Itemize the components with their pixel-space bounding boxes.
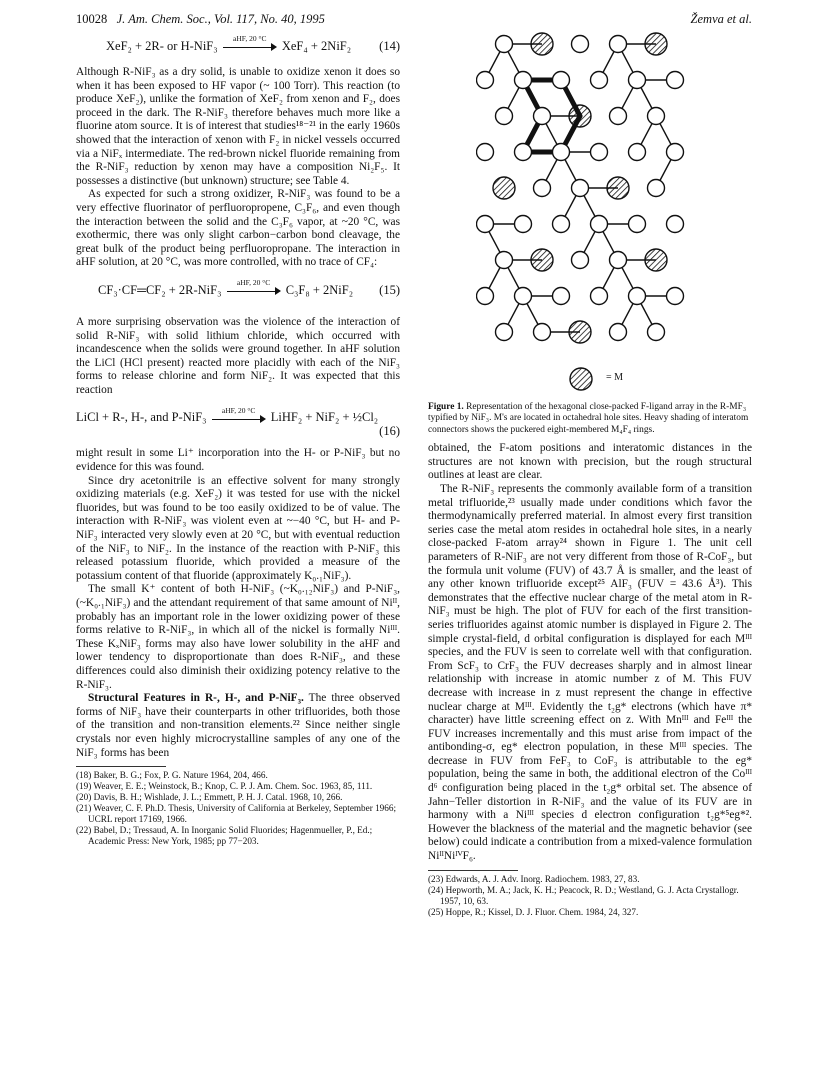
fluorine-atom (648, 180, 665, 197)
paragraph (76, 692, 400, 760)
fluorine-atom (629, 288, 646, 305)
figure-1 (428, 32, 752, 402)
eq16-lhs: LiCl + R-, H-, and P-NiF₃ (76, 410, 207, 425)
fluorine-atom (591, 288, 608, 305)
eq16-condition: aHF, 20 °C (221, 405, 256, 415)
reference: (23) Edwards, A. J. Adv. Inorg. Radiochem. 1983, 27, 83. (428, 873, 640, 884)
metal-atom (645, 249, 667, 271)
page-number: 10028 (76, 12, 108, 26)
legend-metal-icon (570, 368, 592, 390)
paragraph: might result in some Li⁺ incorporation into the H- or P-NiF₃ but no evidence for this was found. (76, 447, 400, 474)
eq14-rhs: XeF₄ + 2NiF₂ (281, 39, 352, 53)
fluorine-atom (496, 252, 513, 269)
fluorine-atom (553, 72, 570, 89)
fluorine-atom (610, 324, 627, 341)
paragraph: The small K⁺ content of both H-NiF₃ (~K₀.₁₂NiF₃) and P-NiF₃, (~K₀.₁NiF₃) and the attendant requirement of that same amount of Niᴵᴵ, probably has an important role in the lower oxidizing power of these forms relative to R-NiF₃, in which all of the nickel is formally Niᴵᴵᴵ. These KₓNiF₃ forms may also have lower solubility in the aHF and lower tendency to disproportionate than does R-NiF₃, and these differences could also diminish their oxidizing potency relative to the R-NiF₃. (76, 583, 400, 691)
fluorine-atom (515, 216, 532, 233)
fluorine-atom (610, 252, 627, 269)
fluorine-atom (648, 324, 665, 341)
fluorine-atom (591, 216, 608, 233)
reference: (25) Hoppe, R.; Kissel, D. J. Fluor. Chem. 1984, 24, 327. (428, 906, 639, 917)
fluorine-atom (553, 216, 570, 233)
fluorine-atom (591, 72, 608, 89)
metal-atom (531, 249, 553, 271)
references-left (76, 770, 400, 847)
reference: (20) Davis, B. H.; Wishlade, J. L.; Emmett, P. H. J. Catal. 1968, 10, 266. (76, 792, 343, 803)
reference: (21) Weaver, C. F. Ph.D. Thesis, University of California at Berkeley, September 1966; UCRL report 17169, 1966. (76, 803, 396, 825)
fluorine-atom (515, 288, 532, 305)
fluorine-atom (629, 216, 646, 233)
metal-atom (493, 177, 515, 199)
paragraph: As expected for such a strong oxidizer, R-NiF₃ was found to be a very effective fluorinator of perfluoropropene, C₃F₆, and even though the interaction between the solid and the C₃F₆ vapor, at ~20 °C, was exothermic, there was only slight carbon−carbon bond cleavage, the great bulk of the product being perfluoropropane. The interaction in aHF solution, at 20 °C, was more controlled, with no trace of CF₄: (76, 188, 400, 269)
running-header (76, 12, 752, 30)
fluorine-atom (477, 72, 494, 89)
metal-atom (531, 33, 553, 55)
eq15-condition: aHF, 20 °C (236, 278, 271, 288)
fluorine-atom (477, 144, 494, 161)
eq14-lhs: XeF₂ + 2R- or H-NiF₃ (106, 39, 218, 53)
fluorine-atom (477, 216, 494, 233)
reference: (24) Hepworth, M. A.; Jack, K. H.; Peacock, R. D.; Westland, G. J. Acta Crystallogr. 1957, 10, 63. (428, 884, 739, 906)
paragraph: Since dry acetonitrile is an effective solvent for many strongly oxidizing materials (e.g. XeF₂) it was tested for use with the nickel fluorides, but was found to be too easily oxidized to be of value. The interaction with R-NiF₃ was violent even at ~−40 °C, but H- and P-NiF₃ interacted very slowly even at 20 °C, but with eventual reduction of the NiF₃ to NiF₂. In the instance of the reaction with P-NiF₃ this released potassium fluoride, which provided a measure of the potassium content of that fluoride (approximately K₀.₁NiF₃). (76, 474, 400, 582)
fluorine-atom (591, 144, 608, 161)
reference: (22) Babel, D.; Tressaud, A. In Inorganic Solid Fluorides; Hagenmueller, P., Ed.; Academic Press: New York, 1985; pp 77−203. (76, 825, 373, 847)
eq15-lhs: CF₃·CF═CF₂ + 2R-NiF₃ (98, 282, 222, 297)
metal-atom (645, 33, 667, 55)
header-authors: Žemva et al. (690, 12, 752, 26)
reaction-arrow (212, 405, 266, 425)
journal-citation: J. Am. Chem. Soc., Vol. 117, No. 40, 1995 (116, 12, 325, 26)
metal-atom (607, 177, 629, 199)
fluorine-atom (534, 180, 551, 197)
fluorine-atom (572, 180, 589, 197)
fluorine-atom (553, 288, 570, 305)
hcp-lattice-diagram (476, 32, 716, 397)
fluorine-atom (534, 108, 551, 125)
fluorine-atom (610, 108, 627, 125)
references-right (428, 874, 752, 918)
eq15-number: (15) (379, 282, 400, 297)
eq14-number: (14) (379, 39, 400, 53)
fluorine-atom (496, 324, 513, 341)
caption-text: Representation of the hexagonal close-packed F-ligand array in the R-MF₃ typified by NiF₃. M's are located in octahedral hole sites. Heavy shading of interatom connectors shows the puckered eight-membered M₄F₄ rings. (428, 402, 749, 435)
reaction-arrow (223, 34, 277, 53)
equation-14 (76, 32, 400, 60)
right-column (428, 32, 752, 918)
fluorine-atom (534, 324, 551, 341)
equation-15 (76, 270, 400, 308)
reference: (19) Weaver, E. E.; Weinstock, B.; Knop, C. P. J. Am. Chem. Soc. 1963, 85, 111. (76, 781, 373, 792)
header-left (76, 12, 325, 27)
fluorine-atom (496, 108, 513, 125)
fluorine-atom (667, 144, 684, 161)
paragraph: Although R-NiF₃ as a dry solid, is unable to oxidize xenon it does so when it has been exposed to HF vapor (~ 100 Torr). This reaction (to produce XeF₂), unlike the formation of XeF₂ from xenon and F₂, does proceed in the dark. The R-NiF₃ therefore behaves much more like a fluorine atom source. It is of interest that studies¹⁸⁻²¹ in the early 1960s showed that the interaction of xenon with F₂ in nickel vessels occurred via a NiFₓ intermediate. The red-brown nickel fluoride remaining from the R-NiF₃ reduction by xenon may have a composition Ni₂F₅. It possesses a distinctive (but unknown) structure; see Table 4. (76, 66, 400, 187)
eq16-number: (16) (379, 424, 400, 439)
paragraph-text: The three observed forms of NiF₃ have their counterparts in other trifluorides, both those of the transition and non-transition elements.²² Since neither single crystals nor even highly microcrystalline samples of any one of the NiF₃ forms has been (76, 692, 401, 759)
fluorine-atom (553, 144, 570, 161)
fluorine-atom (667, 288, 684, 305)
eq16-rhs: LiHF₂ + NiF₂ + ½Cl₂ (270, 410, 379, 425)
fluorine-atom (515, 144, 532, 161)
fluorine-atom (572, 36, 589, 53)
legend-label: = M (606, 372, 624, 383)
paragraph: A more surprising observation was the violence of the interaction of solid R-NiF₃ with solid lithium chloride, which occurred with incandescence when the solids were ground together. In aHF solution the LiCl (HCl present) reacted more placidly with each of the NiF₃ forms to release chlorine and form NiF₂. It was expected that this reaction (76, 315, 400, 396)
reaction-arrow (227, 278, 281, 297)
fluorine-atom (610, 36, 627, 53)
paragraph: The R-NiF₃ represents the commonly available form of a transition metal trifluoride,²³ usually made under conditions which favor the thermodynamically preferred material. In almost every first transition series case the metal atom resides in octahedral hole sites, in a nearly close-packed F-atom array²⁴ shown in Figure 1. The unit cell parameters of R-NiF₃ are not very different from those of R-CoF₃, but the formula unit volume (FUV) of 43.7 Å is smaller, and the least of any other known trifluoride except²⁵ AlF₃ (FUV = 43.6 Å³). This demonstrates that the effective nuclear charge of the metal atom in R-NiF₃ must be high. The plot of FUV for each of the first transition-series trifluorides against atomic number is displayed in Figure 2. The simple crystal-field, d orbital configuration is displayed for each Mᴵᴵᴵ species, and the FUV is seen to correlate well with that configuration. From ScF₃ to CrF₃ the FUV decreases sharply and in almost linear relationship with increase in atomic number z of M. This FUV decrease with increase in z must represent the change in effective nuclear charge at Mᴵᴵᴵ. Evidently the t₂g* electrons (which have π* character) have little screening effect on z. With Mnᴵᴵᴵ and Feᴵᴵᴵ the FUV increases incrementally and this must arise from impact of the antibonding-σ, eg* electron population, in these Mᴵᴵᴵ species. The decrease in FUV from FeF₃ to CoF₃ is attributable to the eg* population, being the same in both, the additional electron of the Coᴵᴵᴵ d⁶ configuration being placed in the t₂g* orbital set. The absence of Jahn−Teller distortion in R-NiF₃ and the value of its FUV are in harmony with a Niᴵᴵᴵ species d electron configuration t₂g*⁵eg*². However the blackness of the material and the magnetic behavior (see below) could indicate a contribution from a mixed-valence formulation NiᴵᴵNiᴵⱽF₆. (428, 483, 752, 863)
metal-atom (569, 105, 591, 127)
paragraph: obtained, the F-atom positions and interatomic distances in the structures are not known with precision, but the rough structural outlines at least are clear. (428, 442, 752, 482)
fluorine-atom (667, 216, 684, 233)
fluorine-atom (648, 108, 665, 125)
fluorine-atom (667, 72, 684, 89)
fluorine-atom (477, 288, 494, 305)
figure-caption (428, 402, 752, 436)
reference: (18) Baker, B. G.; Fox, P. G. Nature 1964, 204, 466. (76, 770, 268, 781)
fluorine-atom (629, 72, 646, 89)
fluorine-atom (629, 144, 646, 161)
metal-atom (569, 321, 591, 343)
caption-label: Figure 1. (428, 402, 464, 412)
fluorine-atom (572, 252, 589, 269)
fluorine-atom (515, 72, 532, 89)
section-heading: Structural Features in R-, H-, and P-NiF₃. (88, 692, 304, 705)
eq14-condition: aHF, 20 °C (233, 34, 267, 44)
fluorine-atom (496, 36, 513, 53)
equation-16 (76, 397, 400, 441)
left-column (76, 32, 400, 847)
eq15-rhs: C₃F₈ + 2NiF₂ (285, 282, 354, 297)
